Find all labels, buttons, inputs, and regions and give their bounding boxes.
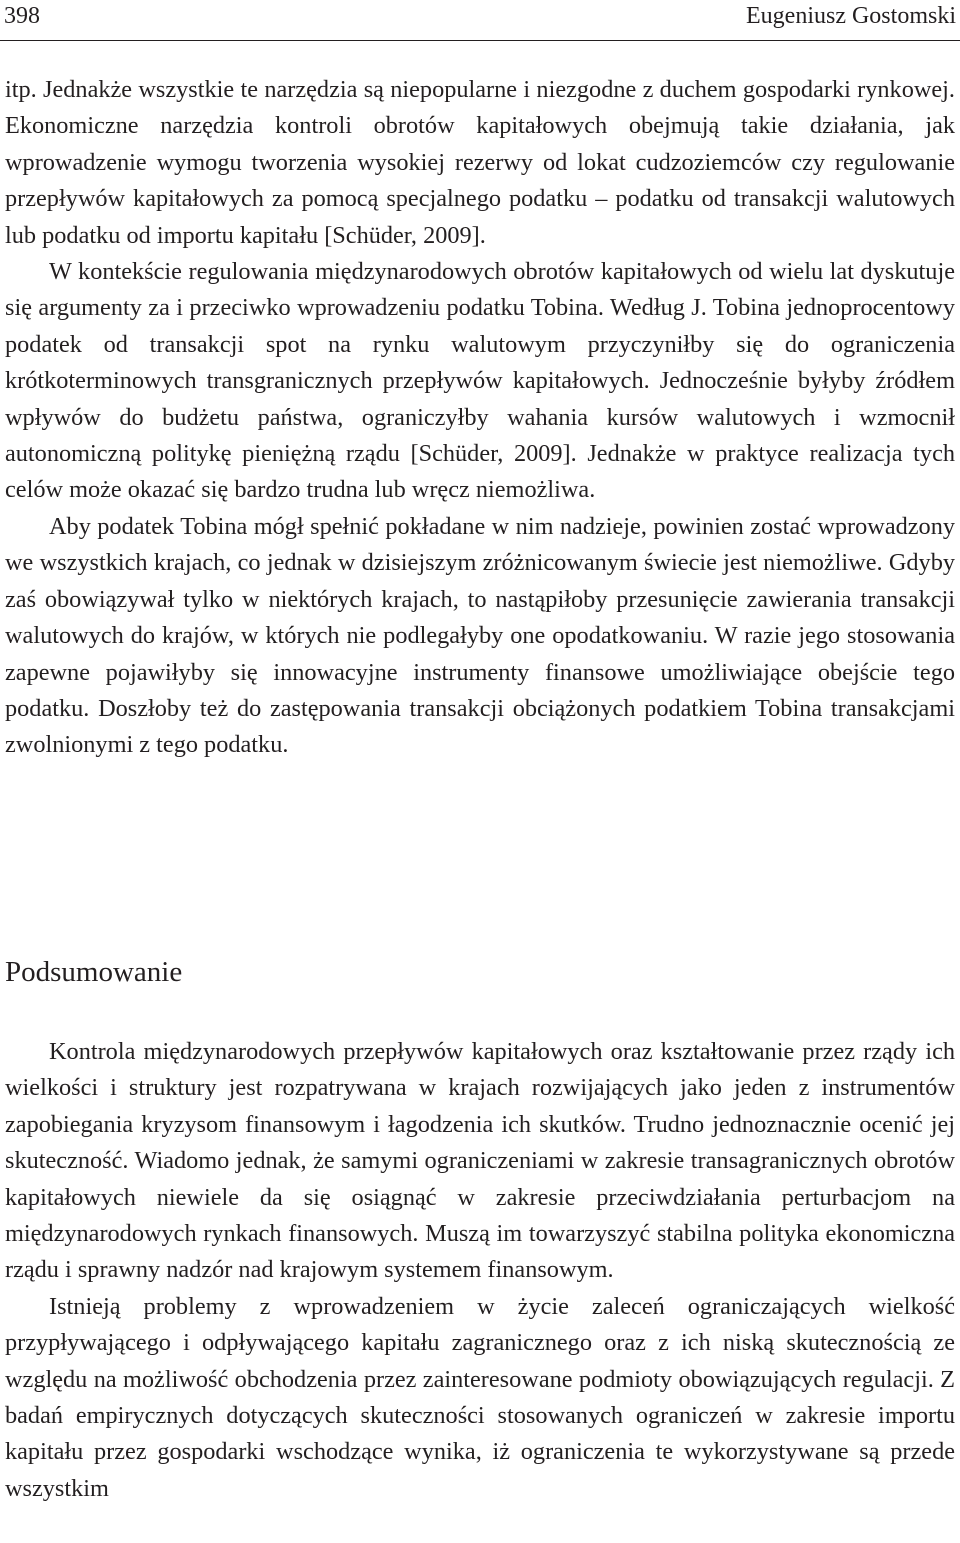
summary-paragraph-2: Istnieją problemy z wprowadzeniem w życie zaleceń ograniczających wielkość przypływającego i odpływającego kapitału zagranicznego oraz z ich niską skutecznością ze względu na możliwość obchodzenia przez zainteresowane podmioty obowiązujących regulacji. Z badań empirycznych dotyczących skuteczności stosowanych ograniczeń w zakresie importu kapitału przez gospodarki wschodzące wynika, iż ograniczenia te wykorzystywane są przede wszystkim: [5, 1292, 955, 1502]
section-heading: Podsumowanie: [5, 956, 183, 988]
running-header-author: Eugeniusz Gostomski: [746, 3, 956, 29]
summary-text: [5, 1034, 955, 1507]
body-text: [5, 72, 955, 764]
body-paragraph-1: itp. Jednakże wszystkie te narzędzia są niepopularne i niezgodne z duchem gospodarki rynkowej. Ekonomiczne narzędzia kontroli obrotów kapitałowych obejmują takie działania, jak wprowadzenie wymogu tworzenia wysokiej rezerwy od lokat cudzoziemców czy regulowanie przepływów kapitałowych za pomocą specjalnego podatku – podatku od transakcji walutowych lub podatku od importu kapitału [Schüder, 2009].: [5, 76, 955, 249]
body-paragraph-2: W kontekście regulowania międzynarodowych obrotów kapitałowych od wielu lat dyskutuje się argumenty za i przeciwko wprowadzeniu podatku Tobina. Według J. Tobina jednoprocentowy podatek od transakcji spot na rynku walutowym przyczyniłby się do ograniczenia krótkoterminowych transgranicznych przepływów kapitałowych. Jednocześnie byłyby źródłem wpływów do budżetu państwa, ograniczyłby wahania kursów walutowych i wzmocnił autonomiczną politykę pieniężną rządu [Schüder, 2009]. Jednakże w praktyce realizacja tych celów może okazać się bardzo trudna lub wręcz niemożliwa.: [5, 258, 955, 504]
running-header: [0, 0, 960, 41]
summary-paragraph-1: Kontrola międzynarodowych przepływów kapitałowych oraz kształtowanie przez rządy ich wielkości i struktury jest rozpatrywana w krajach rozwijających jako jeden z instrumentów zapobiegania kryzysom finansowym i łagodzenia ich skutków. Trudno jednoznacznie ocenić jej skuteczność. Wiadomo jednak, że samymi ograniczeniami w zakresie transagranicznych obrotów kapitałowych niewiele da się osiągnąć w zakresie przeciwdziałania perturbacjom na międzynarodowych rynkach finansowych. Muszą im towarzyszyć stabilna polityka ekonomiczna rządu i sprawny nadzór nad krajowym systemem finansowym.: [5, 1038, 955, 1284]
page-number: 398: [4, 3, 40, 29]
body-paragraph-3: Aby podatek Tobina mógł spełnić pokładane w nim nadzieje, powinien zostać wprowadzony we wszystkich krajach, co jednak w dzisiejszym zróżnicowanym świecie jest niemożliwe. Gdyby zaś obowiązywał tylko w niektórych krajach, to nastąpiłoby przesunięcie zawierania transakcji walutowych do krajów, w których nie podlegałyby one opodatkowaniu. W razie jego stosowania zapewne pojawiłyby się innowacyjne instrumenty finansowe umożliwiające obejście tego podatku. Doszłoby też do zastępowania transakcji obciążonych podatkiem Tobina transakcjami zwolnionymi z tego podatku.: [5, 512, 955, 759]
